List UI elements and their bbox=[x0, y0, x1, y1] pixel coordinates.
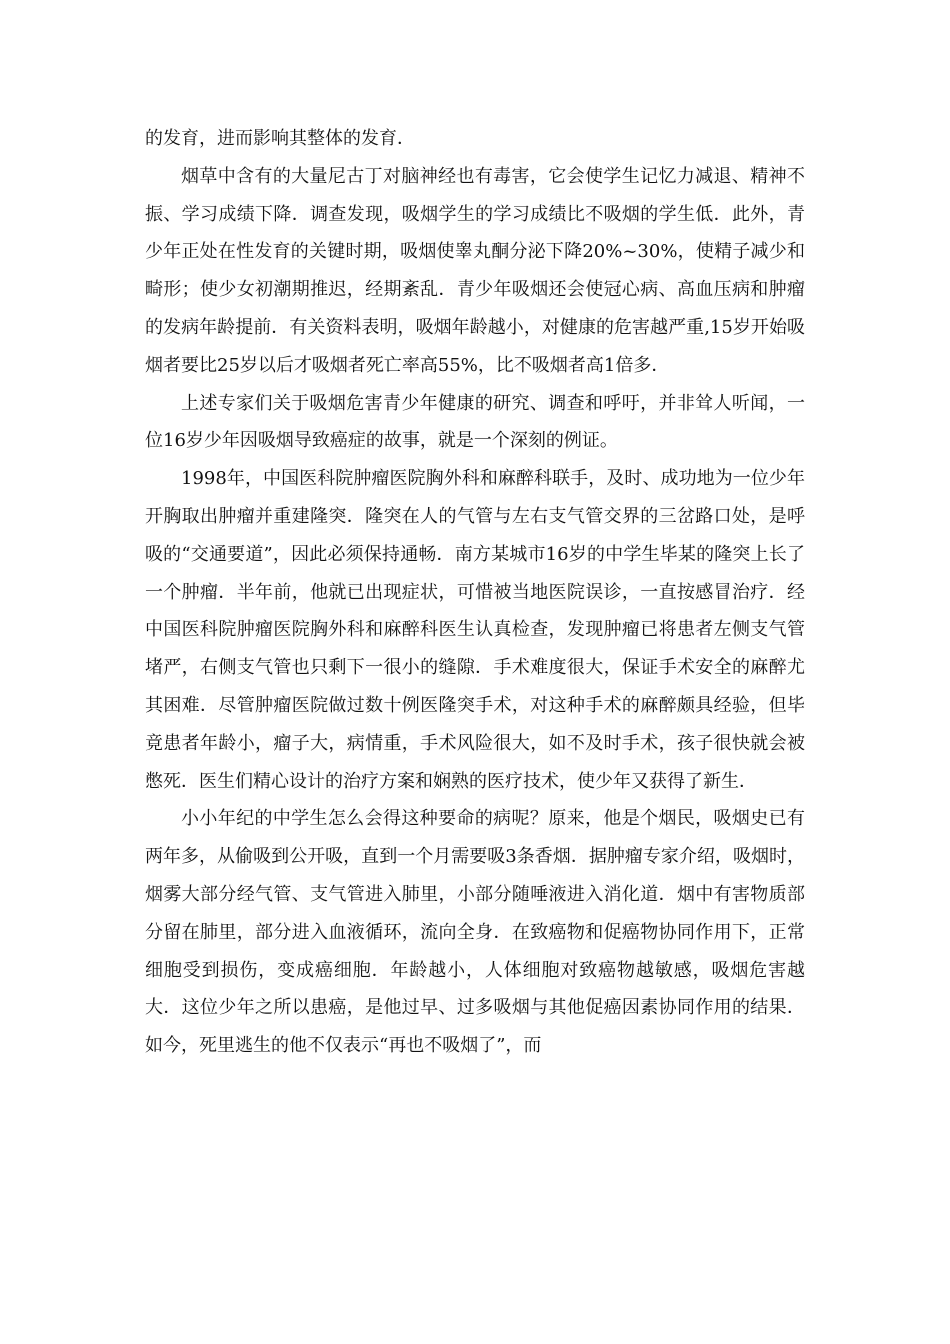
paragraph-continuation: 的发育，进而影响其整体的发育． bbox=[145, 128, 415, 149]
paragraph-smoking-cause: 小小年纪的中学生怎么会得这种要命的病呢？原来，他是个烟民，吸烟史已有两年多，从偷吸到公开吸，直到一个月需要吸3条香烟．据肿瘤专家介绍，吸烟时，烟雾大部分经气管、支气管进入肺里，小部分随唾液进入消化道．烟中有害物质部分留在肺里，部分进入血液循环，流向全身．在致癌物和促癌物协同作用下，正常细胞受到损伤，变成癌细胞．年龄越小，人体细胞对致癌物越敏感，吸烟危害越大．这位少年之所以患癌，是他过早、过多吸烟与其他促癌因素协同作用的结果．如今，死里逃生的他不仅表示“再也不吸烟了”，而 bbox=[145, 808, 805, 1057]
paragraph-expert-summary: 上述专家们关于吸烟危害青少年健康的研究、调查和呼吁，并非耸人听闻，一位16岁少年因吸烟导致癌症的故事，就是一个深刻的例证。 bbox=[145, 392, 805, 452]
paragraph-nicotine-harm: 烟草中含有的大量尼古丁对脑神经也有毒害，它会使学生记忆力减退、精神不振、学习成绩下降．调查发现，吸烟学生的学习成绩比不吸烟的学生低．此外，青少年正处在性发育的关键时期，吸烟使睾丸酮分泌下降20%~30%，使精子减少和畸形；使少女初潮期推迟，经期紊乱．青少年吸烟还会使冠心病、高血压病和肿瘤的发病年龄提前．有关资料表明，吸烟年龄越小，对健康的危害越严重,15岁开始吸烟者要比25岁以后才吸烟者死亡率高55%，比不吸烟者高1倍多． bbox=[145, 165, 805, 376]
document-body bbox=[145, 120, 805, 1065]
paragraph-surgery-case: 1998年，中国医科院肿瘤医院胸外科和麻醉科联手，及时、成功地为一位少年开胸取出肿瘤并重建隆突．隆突在人的气管与左右支气管交界的三岔路口处，是呼吸的“交通要道”，因此必须保持通畅．南方某城市16岁的中学生毕某的隆突上长了一个肿瘤．半年前，他就已出现症状，可惜被当地医院误诊，一直按感冒治疗．经中国医科院肿瘤医院胸外科和麻醉科医生认真检查，发现肿瘤已将患者左侧支气管堵严，右侧支气管也只剩下一很小的缝隙．手术难度很大，保证手术安全的麻醉尤其困难．尽管肿瘤医院做过数十例医隆突手术，对这种手术的麻醉颇具经验，但毕竟患者年龄小，瘤子大，病情重，手术风险很大，如不及时手术，孩子很快就会被憋死．医生们精心设计的治疗方案和娴熟的医疗技术，使少年又获得了新生． bbox=[145, 468, 805, 792]
